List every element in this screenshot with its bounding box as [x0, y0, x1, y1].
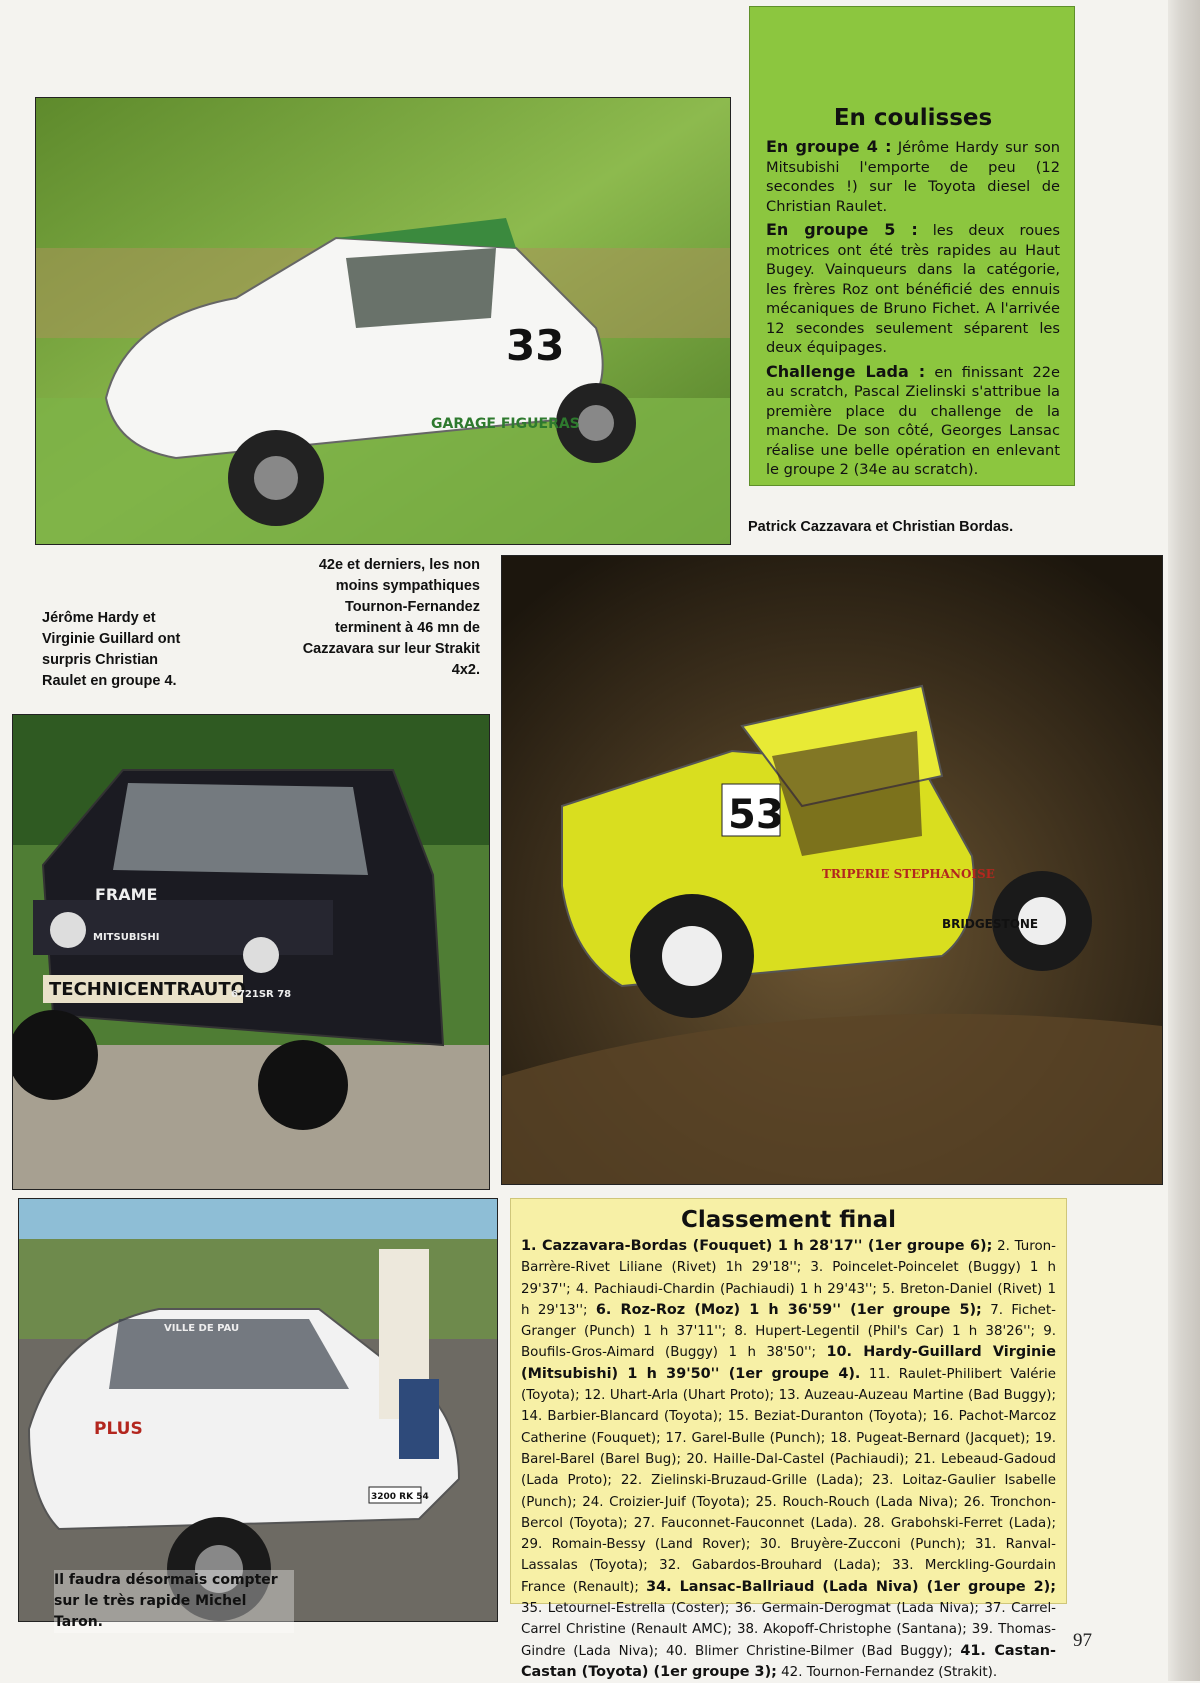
sidebar-title: En coulisses — [833, 105, 993, 131]
results-highlight: 41. Castan-Castan (Toyota) (1er groupe 3); — [521, 1642, 1056, 1680]
mitsu-plate: 6721SR 78 — [231, 989, 292, 1000]
buggy-sponsor: PLUS — [94, 1419, 143, 1439]
car53-tyre: BRIDGESTONE — [942, 917, 1039, 931]
caption-tournon: 42e et derniers, les non moins sympathiques Tournon-Fernandez terminent à 46 mn de Cazzavara sur leur Strakit 4x2. — [302, 557, 480, 678]
results-box — [510, 1198, 1067, 1680]
sidebar-paragraph-groupe4 — [766, 137, 1060, 216]
sidebar-p1-text: Jérôme Hardy sur son Mitsubishi l'emporte de peu (12 secondes !) sur le Toyota diesel de Christian Raulet. — [766, 139, 1061, 215]
buggy-mark: VILLE DE PAU — [164, 1323, 240, 1334]
caption-cazzavara: Patrick Cazzavara et Christian Bordas. — [748, 519, 1014, 535]
mitsu-banner: TECHNICENTRAUTO — [49, 979, 246, 1000]
results-highlight: 6. Roz-Roz (Moz) 1 h 36'59'' (1er groupe 5); — [595, 1301, 982, 1318]
sidebar-p2-bold: En groupe 5 : — [766, 220, 918, 239]
car33-sponsor: GARAGE FIGUERAS — [431, 416, 580, 432]
page-edge — [1168, 0, 1200, 1681]
sidebar-paragraph-groupe5 — [766, 220, 1060, 358]
results-entry: 35. Letournel-Estrella (Coster); 36. Germain-Derogmat (Lada Niva); 37. Carrel-Carrel Christine (Renault AMC); 38. Akopoff-Christophe (Santana); 39. Thomas-Gindre (Lada Niva); 40. Blimer Christine-Bilmer (Bad Buggy); — [521, 1601, 1056, 1659]
results-title: Classement final — [680, 1207, 897, 1233]
results-entry: 11. Raulet-Philibert Valérie (Toyota); 12. Uhart-Arla (Uhart Proto); 13. Auzeau-Auzeau Martine (Bad Buggy); 14. Barbier-Blancard (Toyota); 15. Beziat-Duranton (Toyota); 16. Pachot-Marcoz Catherine (Fouquet); 17. Garel-Bulle (Punch); 18. Pugeat-Bernard (Jacquet); 19. Barel-Barel (Barel Bug); 20. Haille-Dal-Castel (Pachiaudi); 21. Lebeaud-Gadoud (Lada Proto); 22. Zielinski-Bruzaud-Grille (Lada); 23. Loitaz-Gaulier Isabelle (Punch); 24. Croizier-Juif (Toyota); 25. Rouch-Rouch (Lada Niva); 26. Tronchon-Bercol (Toyota); 27. Fauconnet-Fauconnet (Lada). 28. Grabohski-Ferret (Lada); 29. Romain-Bessy (Land Rover); 30. Bruyère-Zucconi (Punch); 31. Ranval-Lassalas (Toyota); 32. Gabardos-Brouhard (Lada); 33. Merckling-Gourdain France (Renault); — [521, 1366, 1056, 1595]
sidebar-p2-text: les deux roues motrices ont été très rapides au Haut Bugey. Vainqueurs dans la catégorie, les frères Roz ont bénéficié des ennuis mécaniques de Bruno Fichet. A l'arrivée 12 secondes seulement séparent les deux équipages. — [766, 222, 1060, 356]
results-entry: 7. Fichet-Granger (Punch) 1 h 37'11''; 8. Hupert-Legentil (Phil's Car) 1 h 38'26''; 9. Boufils-Gros-Aimard (Buggy) 1 h 38'50''; — [521, 1302, 1056, 1361]
car53-sponsor: TRIPERIE STEPHANOISE — [822, 867, 995, 881]
sidebar-paragraph-lada — [766, 362, 1060, 480]
photo-buggy-taron — [18, 1198, 498, 1622]
buggy-plate: 3200 RK 54 — [371, 1492, 429, 1502]
results-text — [521, 1236, 1056, 1683]
photo-mitsubishi — [12, 714, 490, 1190]
car53-number: 53 — [728, 792, 784, 838]
caption-hardy: Jérôme Hardy et Virginie Guillard ont surpris Christian Raulet en groupe 4. — [42, 610, 181, 689]
mitsu-sponsor: FRAME — [95, 885, 158, 904]
results-entry: 42. Tournon-Fernandez (Strakit). — [776, 1664, 998, 1680]
sidebar-p3-text: en finissant 22e au scratch, Pascal Zielinski s'attribue la première place du challenge de la manche. De son côté, Georges Lansac réalise une belle opération en enlevant le groupe 2 (34e au scratch). — [766, 363, 1061, 478]
sidebar-p1-bold: En groupe 4 : — [766, 137, 892, 156]
car33-number: 33 — [506, 321, 565, 370]
results-entry: 2. Turon-Barrère-Rivet Liliane (Rivet) 1h 29'18''; 3. Poincelet-Poincelet (Buggy) 1 h 29'37''; 4. Pachiaudi-Chardin (Pachiaudi) 1 h 29'43''; 5. Breton-Daniel (Rivet) 1 h 29'13''; — [521, 1239, 1056, 1318]
results-highlight: 1. Cazzavara-Bordas (Fouquet) 1 h 28'17'' (1er groupe 6); — [521, 1238, 993, 1254]
sidebar-en-coulisses — [749, 6, 1075, 486]
caption-bottom-photo: Il faudra désormais compter sur le très rapide Michel Taron. — [54, 1570, 294, 1633]
page-number: 97 — [1073, 1630, 1092, 1651]
sidebar-p3-bold: Challenge Lada : — [766, 361, 926, 381]
results-highlight: 34. Lansac-Ballriaud (Lada Niva) (1er groupe 2); — [646, 1578, 1056, 1595]
photo-buggy-33 — [35, 97, 731, 545]
mitsu-brand: MITSUBISHI — [93, 932, 160, 943]
photo-buggy-53 — [501, 555, 1163, 1185]
results-highlight: 10. Hardy-Guillard Virginie (Mitsubishi) 1 h 39'50'' (1er groupe 4). — [521, 1344, 1056, 1382]
